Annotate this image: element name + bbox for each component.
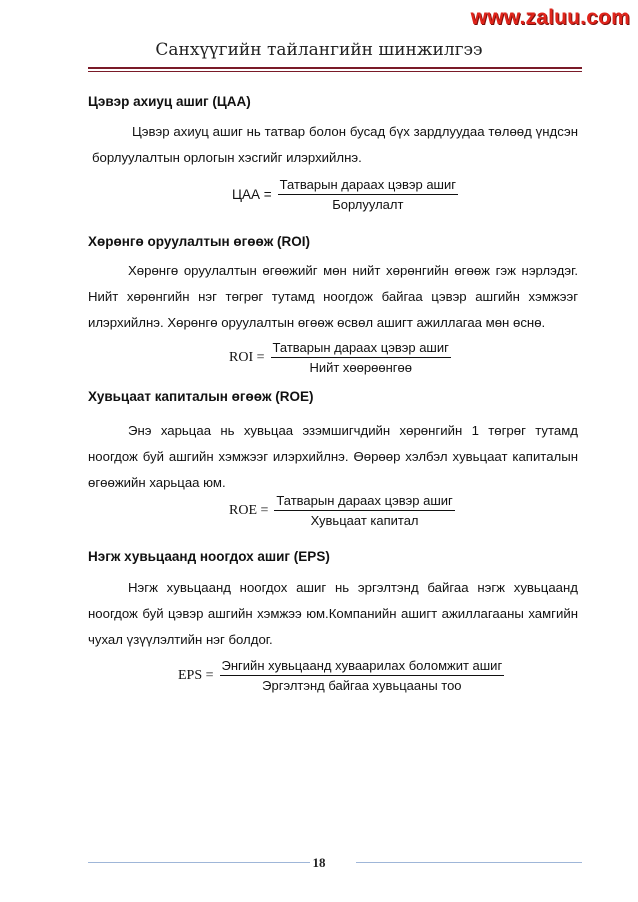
formula-lhs: EPS =: [178, 667, 214, 683]
fraction: [274, 493, 454, 528]
section-heading-eps: Нэгж хувьцаанд ноогдох ашиг (EPS): [88, 549, 330, 564]
section-heading-roi: Хөрөнгө оруулалтын өгөөж (ROI): [88, 234, 311, 249]
section-paragraph-net-margin: Цэвэр ахиуц ашиг нь татвар болон бусад бүх зардлуудаа төлөөд үндсэн борлуулалтын орлогын хэсгийг илэрхийлнэ.: [92, 124, 578, 165]
section-paragraph-eps: Нэгж хувьцаанд ноогдох ашиг нь эргэлтэнд байгаа нэгж хувьцаанд ноогдож буй цэвэр ашгийн хэмжээ юм.Компанийн ашигт ажиллагааны хамгийн чухал үзүүлэлтийн нэг болдог.: [88, 580, 578, 647]
formula-lhs: ЦАА =: [232, 187, 272, 202]
fraction-denominator: Нийт хөөрөөнгөө: [271, 357, 451, 375]
fraction: [271, 340, 451, 375]
formula-lhs: ROI =: [229, 349, 265, 365]
fraction-denominator: Хувьцаат капитал: [274, 510, 454, 528]
fraction-denominator: Эргэлтэнд байгаа хувьцааны тоо: [220, 675, 505, 693]
header-rule: [88, 67, 582, 69]
watermark-logo: www.zaluu.com: [470, 6, 630, 29]
fraction: [278, 177, 458, 212]
page-number: 18: [312, 855, 326, 870]
formula-net-margin: [232, 177, 458, 212]
fraction-numerator: Татварын дараах цэвэр ашиг: [276, 493, 453, 508]
section-heading-roe: Хувьцаат капиталын өгөөж (ROE): [88, 389, 314, 404]
section-paragraph-roe: Энэ харьцаа нь хувьцаа эзэмшигчдийн хөрөнгийн 1 төгрөг тутамд ноогдож буй ашгийн хэмжээг илэрхийлнэ. Өөрөөр хэлбэл хувьцаат капиталын өгөөжийн харьцаа юм.: [88, 423, 578, 490]
formula-roi: [229, 340, 451, 375]
fraction: [220, 658, 505, 693]
header-rule-thin: [88, 71, 582, 72]
fraction-denominator: Борлуулалт: [278, 194, 458, 212]
section-paragraph-roi: Хөрөнгө оруулалтын өгөөжийг мөн нийт хөрөнгийн өгөөж гэж нэрлэдэг. Нийт хөрөнгийн нэг төгрөг тутамд ноогдож байгаа цэвэр ашгийн хэмжээг илэрхийлнэ. Хөрөнгө оруулалтын өгөөж өсвөл ашигт ажиллагаа мөн өснө.: [88, 263, 578, 330]
fraction-numerator: Энгийн хувьцаанд хуваарилах боломжит ашиг: [221, 658, 503, 673]
fraction-numerator: Татварын дараах цэвэр ашиг: [272, 340, 449, 355]
formula-eps: [178, 658, 504, 693]
fraction-numerator: Татварын дараах цэвэр ашиг: [279, 177, 456, 192]
section-heading-net-margin: Цэвэр ахиуц ашиг (ЦАА): [88, 94, 251, 109]
formula-lhs: ROE =: [229, 502, 269, 518]
running-header-title: Санхүүгийн тайлангийн шинжилгээ: [155, 40, 483, 60]
formula-roe: [229, 493, 455, 528]
